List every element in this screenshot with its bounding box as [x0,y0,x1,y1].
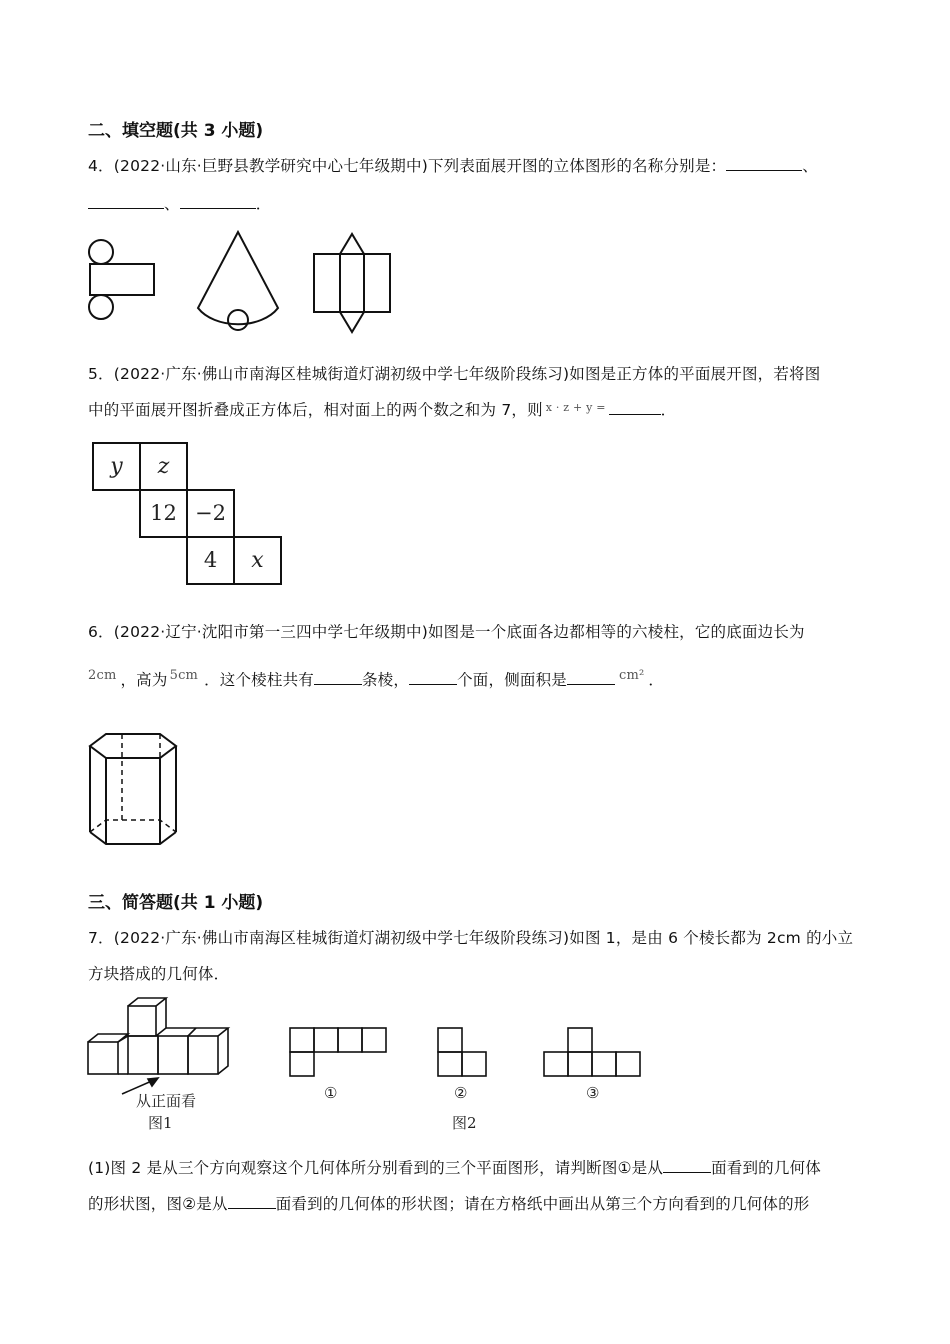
answer-blank-4c[interactable] [180,194,256,209]
question-5-line2 [88,398,676,420]
question-5-line1: 5．(2022·广东·佛山市南海区桂城街道灯湖初级中学七年级阶段练习)如图是正方体的平面展开图，若将图 [88,365,821,383]
block-solid-figure [86,994,236,1104]
net-figures [84,228,404,338]
view-2-label: ② [454,1084,468,1102]
question-4-text [88,154,818,176]
base-length: 2cm [88,668,117,683]
front-view-label: 从正面看 [136,1092,197,1110]
question-6-text-c: 条棱， [361,671,410,689]
area-unit: cm² [619,668,645,683]
period: ． [255,195,272,213]
prism-height: 5cm [169,668,199,683]
cell-minus-2: −2 [195,501,226,525]
question-6-text-b: ．这个棱柱共有 [204,671,314,689]
question-6-text-d: 个面，侧面积是 [457,671,567,689]
question-6-line2 [88,668,664,708]
question-4-line2 [88,192,271,214]
question-6-text-a: ，高为 [120,671,168,689]
separator: 、 [164,195,180,213]
period: ． [648,671,665,689]
view-3-label: ③ [586,1084,600,1102]
cell-12: 12 [150,501,177,525]
section-title-short-answer: 三、简答题(共 1 小题) [88,893,264,913]
cell-y: y [110,454,123,479]
sub-question-1-line1 [88,1156,821,1178]
cell-4: 4 [203,548,218,572]
question-7-line2: 方块搭成的几何体． [88,965,230,983]
question-6-line1: 6．(2022·辽宁·沈阳市第一三四中学七年级期中)如图是一个底面各边都相等的六棱柱，它的底面边长为 [88,623,805,641]
question-7-line1: 7．(2022·广东·佛山市南海区桂城街道灯湖初级中学七年级阶段练习)如图 1，是由 6 个棱长都为 2cm 的小立 [88,929,854,947]
formula-expression: x · z + y = [545,401,606,414]
cylinder-net-figure [89,240,154,319]
sub-question-1-line2 [88,1192,810,1214]
sub-question-1-text-b: 面看到的几何体 [711,1159,821,1177]
sub-question-1-text-c: 的形状图，图②是从 [88,1195,228,1213]
question-5-stem: 中的平面展开图折叠成正方体后，相对面上的两个数之和为 7，则 [88,401,543,419]
answer-blank-4b[interactable] [88,194,164,209]
cone-net-figure [198,232,278,330]
hexagonal-prism-figure [84,728,184,852]
cube-net-figure [92,442,284,586]
answer-blank-6a[interactable] [314,670,362,685]
answer-blank-4a[interactable] [726,156,802,171]
answer-blank-7b[interactable] [228,1194,276,1209]
answer-blank-7a[interactable] [663,1158,711,1173]
cell-z: z [157,454,170,479]
figure-1-caption: 图1 [148,1114,173,1132]
answer-blank-5[interactable] [609,400,661,415]
cell-x: x [251,548,264,573]
sub-question-1-text-d: 面看到的几何体的形状图；请在方格纸中画出从第三个方向看到的几何体的形 [275,1195,810,1213]
figure-2-caption: 图2 [452,1114,477,1132]
sub-question-1-text-a: (1)图 2 是从三个方向观察这个几何体所分别看到的三个平面图形，请判断图①是从 [88,1159,664,1177]
three-views-figure [288,1026,648,1080]
prism-net-figure [314,234,390,332]
section-title-fill-in: 二、填空题(共 3 小题) [88,121,264,141]
view-1-label: ① [324,1084,338,1102]
answer-blank-6c[interactable] [567,670,615,685]
answer-blank-6b[interactable] [409,670,457,685]
separator: 、 [802,157,818,175]
question-4-stem: 4．(2022·山东·巨野县教学研究中心七年级期中)下列表面展开图的立体图形的名称分别是： [88,157,727,175]
period: ． [660,401,677,419]
